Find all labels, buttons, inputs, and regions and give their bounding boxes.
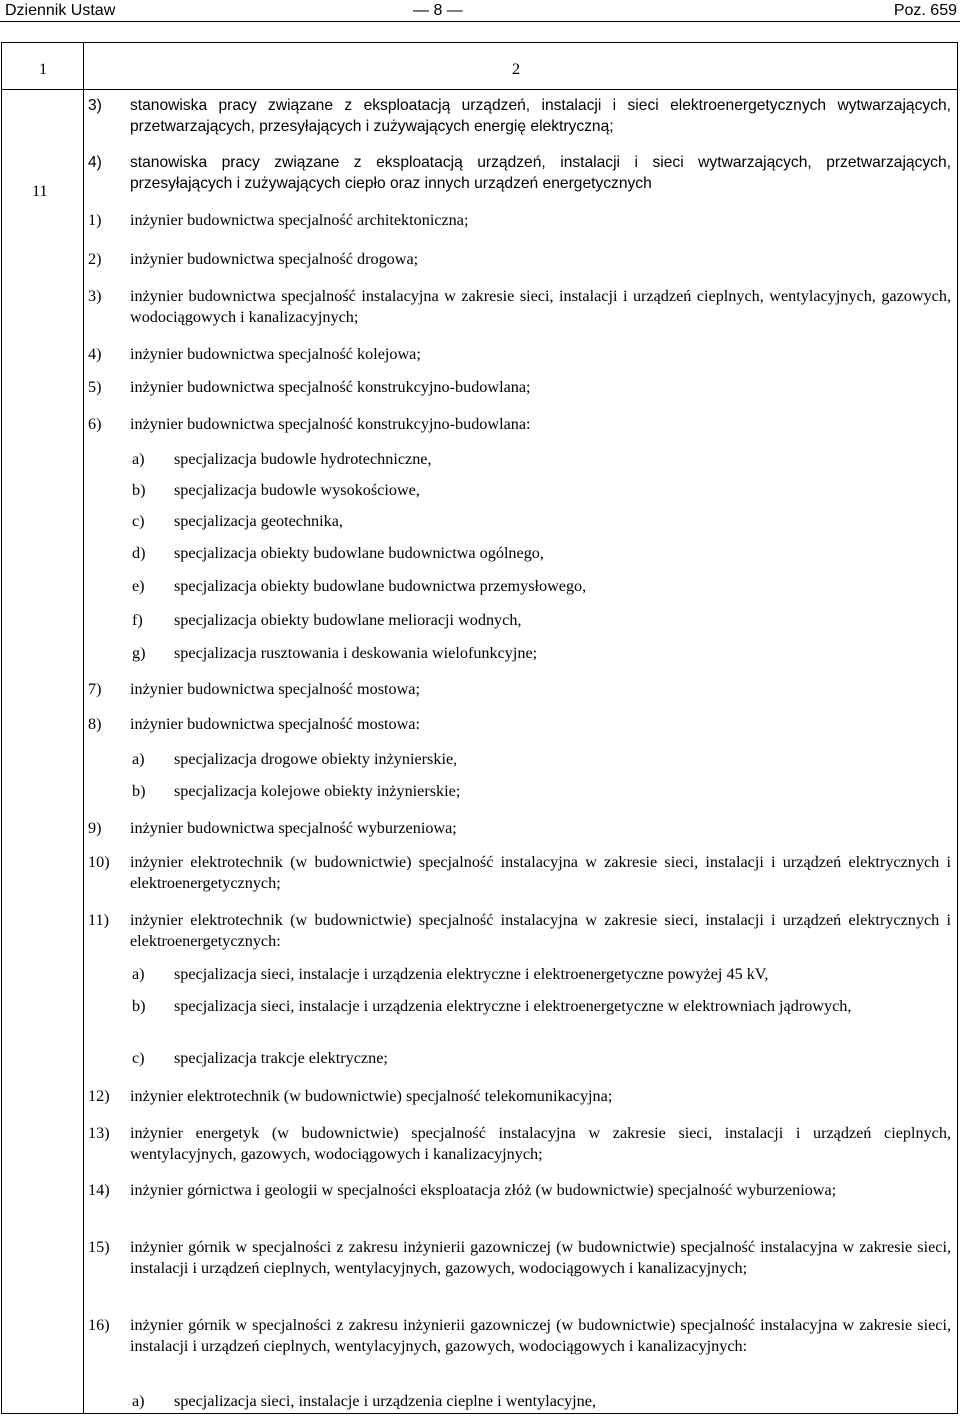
item-number: 12) — [88, 1087, 110, 1105]
column-divider — [83, 43, 84, 1413]
item-text: inżynier budownictwa specjalność konstrukcyjno-budowlana: — [130, 415, 531, 433]
item-text: specjalizacja geotechnika, — [174, 512, 343, 530]
item-text: specjalizacja trakcje elektryczne; — [174, 1049, 388, 1067]
item-text: specjalizacja obiekty budowlane budownictwa przemysłowego, — [174, 577, 587, 595]
item-text: specjalizacja rusztowania i deskowania wielofunkcyjne; — [174, 644, 538, 662]
item-number: 5) — [88, 378, 102, 396]
item-number: 6) — [88, 415, 102, 433]
item-number: 3) — [88, 97, 102, 114]
item-number: 16) — [88, 1316, 110, 1334]
item-text: specjalizacja sieci, instalacje i urządzenia cieplne i wentylacyjne, — [174, 1392, 597, 1410]
item-text: inżynier górnik w specjalności z zakresu inżynierii gazowniczej (w budownictwie) specjalność instalacyjna w zakresie sieci, instalacji i urządzeń cieplnych, wentylacyjnych, gazowych, wodociągowych i kanalizacyjnych; — [130, 1238, 951, 1277]
item-number: b) — [132, 997, 146, 1015]
item-number: 9) — [88, 819, 102, 837]
page-header — [0, 0, 960, 22]
item-number: 11) — [88, 911, 109, 929]
item-text: specjalizacja drogowe obiekty inżynierskie, — [174, 750, 458, 768]
item-text: specjalizacja budowle hydrotechniczne, — [174, 450, 432, 468]
item-number: 8) — [88, 715, 102, 733]
item-text: specjalizacja kolejowe obiekty inżynierskie; — [174, 782, 461, 800]
row-number: 11 — [32, 182, 48, 200]
item-text: inżynier budownictwa specjalność instalacyjna w zakresie sieci, instalacji i urządzeń cieplnych, wentylacyjnych, gazowych, wodociągowych i kanalizacyjnych; — [130, 287, 951, 326]
item-text: inżynier budownictwa specjalność drogowa; — [130, 250, 419, 268]
item-number: g) — [132, 644, 146, 662]
item-number: e) — [132, 577, 145, 595]
item-number: a) — [132, 450, 145, 468]
column-header-1: 1 — [39, 60, 48, 78]
column-header-2: 2 — [512, 60, 521, 78]
journal-title: Dziennik Ustaw — [5, 2, 116, 19]
item-number: b) — [132, 782, 146, 800]
item-number: a) — [132, 750, 145, 768]
item-number: 14) — [88, 1181, 110, 1199]
item-text: inżynier budownictwa specjalność konstrukcyjno-budowlana; — [130, 378, 531, 396]
item-text: inżynier budownictwa specjalność mostowa: — [130, 715, 420, 733]
item-text: specjalizacja obiekty budowlane melioracji wodnych, — [174, 611, 522, 629]
item-number: 4) — [88, 345, 102, 363]
item-number: 15) — [88, 1238, 110, 1256]
item-text: specjalizacja sieci, instalacje i urządzenia elektryczne i elektroenergetyczne w elektrowniach jądrowych, — [174, 997, 852, 1015]
item-text: stanowiska pracy związane z eksploatacją urządzeń, instalacji i sieci elektroenergetycznych wytwarzających, przetwarzających, przesyłających i zużywających energię elektryczną; — [130, 97, 951, 135]
item-text: specjalizacja obiekty budowlane budownictwa ogólnego, — [174, 544, 544, 562]
header-rule — [0, 21, 960, 22]
item-text: inżynier budownictwa specjalność mostowa; — [130, 680, 420, 698]
item-number: c) — [132, 1049, 145, 1067]
position-number: Poz. 659 — [893, 2, 957, 19]
item-text: inżynier budownictwa specjalność wyburzeniowa; — [130, 819, 457, 837]
item-text: inżynier budownictwa specjalność kolejowa; — [130, 345, 421, 363]
item-text: inżynier elektrotechnik (w budownictwie) specjalność instalacyjna w zakresie sieci, instalacji i urządzeń elektrycznych i elektroenergetycznych: — [130, 911, 951, 950]
item-text: specjalizacja sieci, instalacje i urządzenia elektryczne i elektroenergetyczne powyżej 45 kV, — [174, 965, 769, 983]
item-text: inżynier elektrotechnik (w budownictwie) specjalność instalacyjna w zakresie sieci, instalacji i urządzeń elektrycznych i elektroenergetycznych; — [130, 853, 951, 892]
item-number: 1) — [88, 211, 102, 229]
item-number: a) — [132, 965, 145, 983]
item-number: a) — [132, 1392, 145, 1410]
item-number: 2) — [88, 250, 102, 268]
item-text: inżynier energetyk (w budownictwie) specjalność instalacyjna w zakresie sieci, instalacji i urządzeń cieplnych, wentylacyjnych, gazowych, wodociągowych i kanalizacyjnych; — [130, 1124, 951, 1163]
item-text: inżynier górnik w specjalności z zakresu inżynierii gazowniczej (w budownictwie) specjalność instalacyjna w zakresie sieci, instalacji i urządzeń cieplnych, wentylacyjnych, gazowych, wodociągowych i kanalizacyjnych: — [130, 1316, 951, 1355]
item-number: 7) — [88, 680, 102, 698]
item-text: inżynier elektrotechnik (w budownictwie) specjalność telekomunikacyjna; — [130, 1087, 613, 1105]
item-number: 4) — [88, 154, 102, 171]
item-text: inżynier budownictwa specjalność architektoniczna; — [130, 211, 469, 229]
item-number: b) — [132, 481, 146, 499]
header-row-divider — [2, 89, 957, 90]
item-number: 3) — [88, 287, 102, 305]
item-text: stanowiska pracy związane z eksploatacją urządzeń, instalacji i sieci wytwarzających, przetwarzających, przesyłających i zużywających ciepło oraz innych urządzeń energetycznych — [130, 154, 951, 192]
item-number: f) — [132, 611, 143, 629]
item-number: 10) — [88, 853, 110, 871]
item-number: 13) — [88, 1124, 110, 1142]
item-text: specjalizacja budowle wysokościowe, — [174, 481, 420, 499]
page-number: — 8 — — [413, 2, 463, 19]
item-text: inżynier górnictwa i geologii w specjalności eksploatacja złóż (w budownictwie) specjalność wyburzeniowa; — [130, 1181, 837, 1199]
item-number: d) — [132, 544, 146, 562]
item-number: c) — [132, 512, 145, 530]
